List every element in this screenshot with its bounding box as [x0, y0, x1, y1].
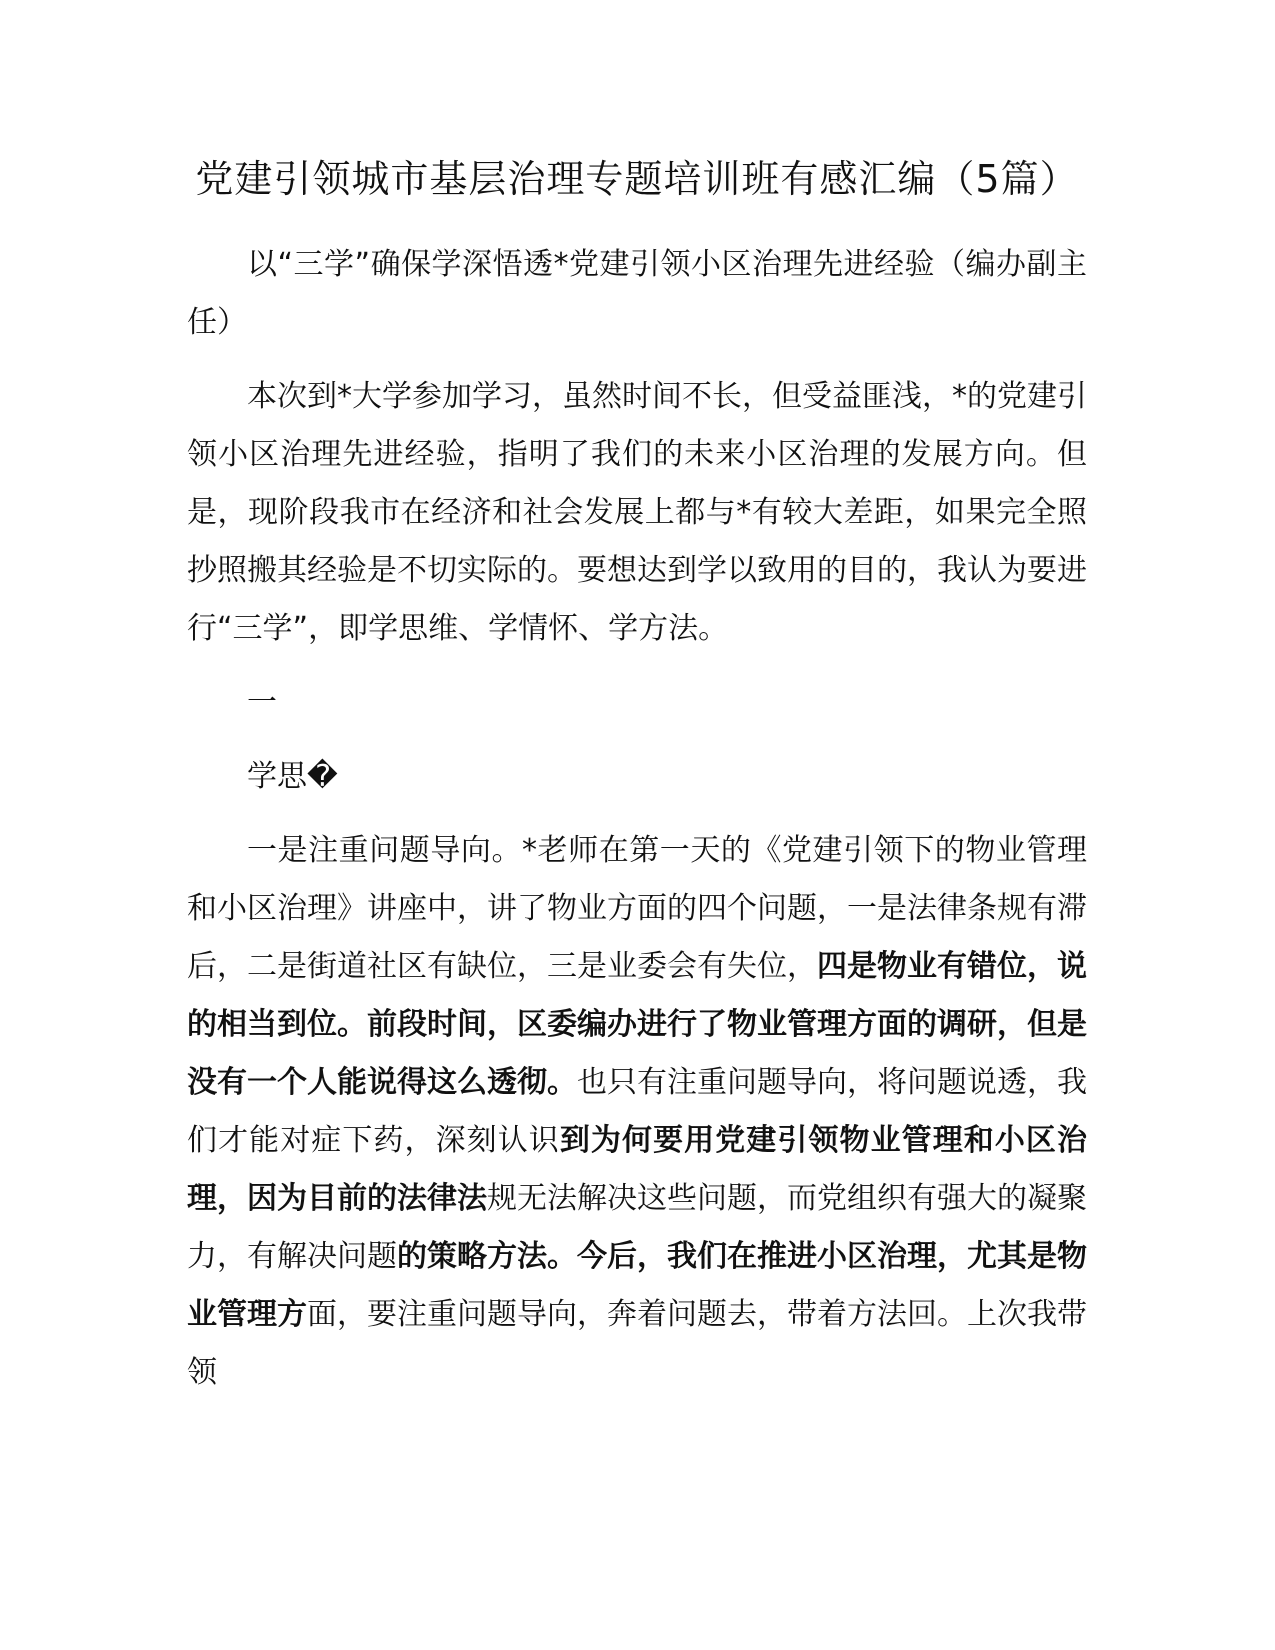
body-text-part-5: 规无法解决这些问题，而党组织有强大的凝聚力，有解决问题	[187, 1181, 1087, 1274]
section-heading-text: 学思	[247, 759, 307, 794]
body-text-part-7: 面，要注重问题导向，奔着问题去，带着方法回。上次我带领	[187, 1297, 1087, 1390]
body-text-part-6: 的策略方法。今后，我们在推进小区治理，尤其是物业管理方	[187, 1239, 1087, 1332]
section-heading	[187, 748, 1087, 806]
document-content	[187, 150, 1087, 1402]
body-text-part-3: 也只有注重问题导向，将问题说透，我们才能对症下药，深刻认识	[187, 1065, 1087, 1158]
document-title: 党建引领城市基层治理专题培训班有感汇编（5篇）	[195, 157, 1079, 201]
intro-paragraph: 本次到*大学参加学习，虽然时间不长，但受益匪浅，*的党建引领小区治理先进经验，指明了我们的未来小区治理的发展方向。但是，现阶段我市在经济和社会发展上都与*有较大差距，如果完全照抄照搬其经验是不切实际的。要想达到学以致用的目的，我认为要进行“三学”，即学思维、学情怀、学方法。	[187, 379, 1087, 646]
body-text-part-4: 到为何要用党建引领物业管理和小区治理，因为目前的法律法	[187, 1123, 1088, 1216]
document-subtitle: 以“三学”确保学深悟透*党建引领小区治理先进经验（编办副主任）	[187, 247, 1087, 340]
body-text-part-2: 四是物业有错位，说的相当到位。前段时间，区委编办进行了物业管理方面的调研，但是没有一个人能说得这么透彻。	[187, 949, 1087, 1100]
body-text-part-1: 一是注重问题导向。*老师在第一天的《党建引领下的物业管理和小区治理》讲座中，讲了物业方面的四个问题，一是法律条规有滞后，二是街道社区有缺位，三是业委会有失位，	[187, 833, 1087, 984]
missing-glyph-box: �	[307, 759, 338, 794]
section-number: 一	[247, 685, 277, 720]
body-paragraph	[187, 822, 1087, 1402]
